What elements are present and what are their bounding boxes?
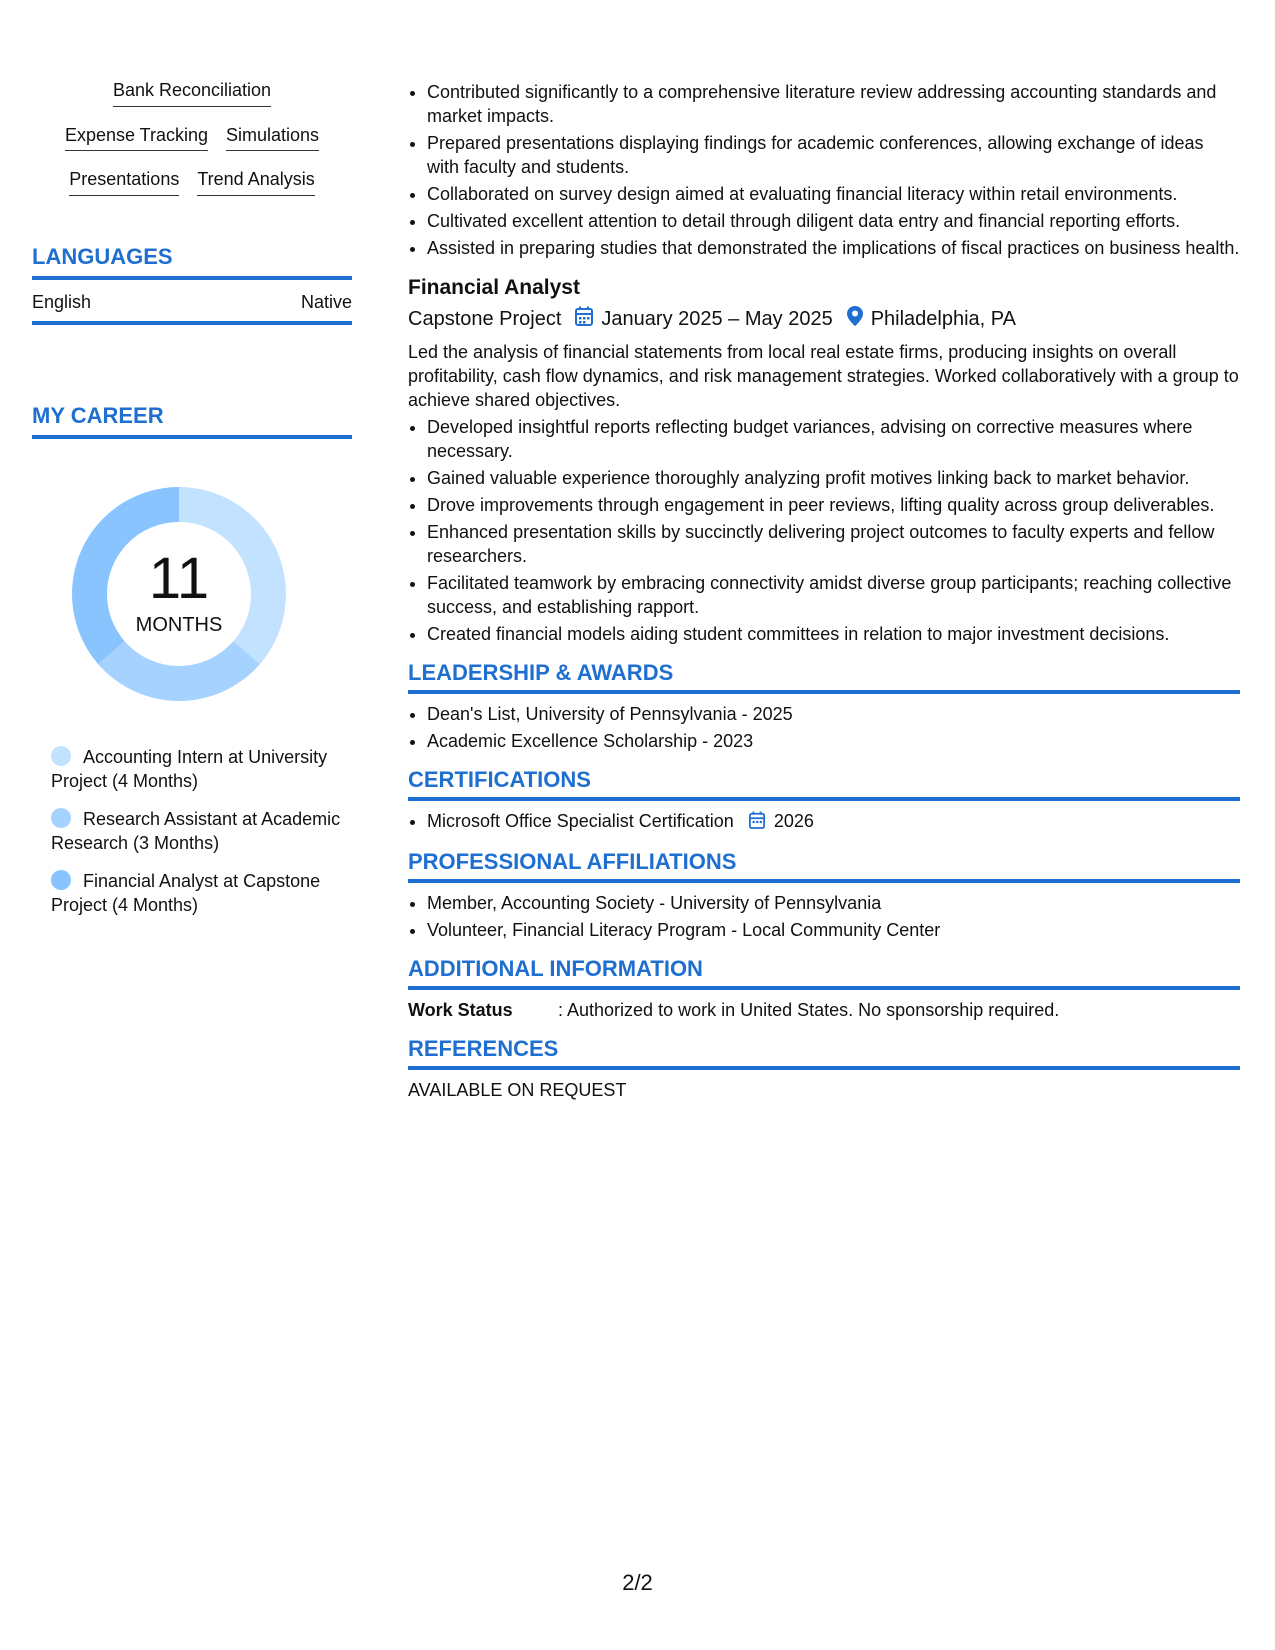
career-donut-chart xyxy=(64,479,294,709)
list-item: • Contributed significantly to a comprehensive literature review addressing accounting standards and market impacts. xyxy=(427,80,1240,128)
list-item: • Enhanced presentation skills by succinctly delivering project outcomes to faculty experts and fellow researchers. xyxy=(427,520,1240,568)
legend-dot xyxy=(51,746,71,766)
prev-job-bullets xyxy=(408,80,1240,260)
list-item: • Academic Excellence Scholarship - 2023 xyxy=(427,729,1240,753)
skill-tag: Expense Tracking xyxy=(65,125,208,152)
list-item: • Dean's List, University of Pennsylvania - 2025 xyxy=(427,702,1240,726)
job-org: Capstone Project xyxy=(408,307,562,330)
job-title: Financial Analyst xyxy=(408,276,580,299)
language-level: Native xyxy=(300,291,352,312)
skills-row xyxy=(113,80,271,107)
legend-dot xyxy=(51,808,71,828)
languages-heading: LANGUAGES xyxy=(32,244,352,280)
legend-dot xyxy=(51,870,71,890)
references-heading: REFERENCES xyxy=(408,1036,1240,1070)
skill-tag: Presentations xyxy=(69,169,179,196)
work-status-value: : Authorized to work in United States. No sponsorship required. xyxy=(558,1000,1060,1020)
legend-item xyxy=(51,745,352,793)
list-item: • Developed insightful reports reflecting budget variances, advising on corrective measures where necessary. xyxy=(427,415,1240,463)
legend-item xyxy=(51,807,352,855)
left-column xyxy=(32,80,352,931)
certification-year: 2026 xyxy=(773,811,814,831)
skill-tag: Trend Analysis xyxy=(197,169,314,196)
legend-label: Accounting Intern at University Project (4 Months) xyxy=(51,746,328,791)
skill-tag: Bank Reconciliation xyxy=(113,80,271,107)
languages-section xyxy=(32,244,352,325)
list-item: • Member, Accounting Society - University of Pennsylvania xyxy=(427,891,1240,915)
work-status-label: Work Status xyxy=(408,1000,513,1020)
additional-heading: ADDITIONAL INFORMATION xyxy=(408,956,1240,990)
skill-tag: Simulations xyxy=(226,125,319,152)
skills-list xyxy=(32,80,352,196)
affiliations-heading: PROFESSIONAL AFFILIATIONS xyxy=(408,849,1240,883)
list-item: • Gained valuable experience thoroughly analyzing profit motives linking back to market behavior. xyxy=(427,466,1240,490)
calendar-icon xyxy=(749,811,765,835)
certification-name: Microsoft Office Specialist Certification xyxy=(427,811,734,831)
list-item: • Volunteer, Financial Literacy Program - Local Community Center xyxy=(427,918,1240,942)
job-meta xyxy=(408,306,1240,332)
list-item xyxy=(427,809,1240,835)
right-column xyxy=(408,80,1240,1102)
list-item: • Cultivated excellent attention to detail through diligent data entry and financial reporting efforts. xyxy=(427,209,1240,233)
job-dates: January 2025 – May 2025 xyxy=(601,307,833,330)
skills-row xyxy=(69,169,314,196)
list-item: • Facilitated teamwork by embracing connectivity amidst diverse group participants; reaching collective success, and establishing rapport. xyxy=(427,571,1240,619)
skills-row xyxy=(65,125,319,152)
leadership-list xyxy=(408,702,1240,753)
affiliations-list xyxy=(408,891,1240,942)
career-legend xyxy=(51,745,352,917)
job-description: Led the analysis of financial statements from local real estate firms, producing insights on overall profitability, cash flow dynamics, and risk management strategies. Worked collaboratively with a group to achieve shared objectives. xyxy=(408,342,1239,410)
work-status-row xyxy=(408,998,1240,1022)
job-location: Philadelphia, PA xyxy=(870,307,1016,330)
career-heading: MY CAREER xyxy=(32,403,352,439)
legend-label: Research Assistant at Academic Research (3 Months) xyxy=(51,808,341,853)
list-item: • Created financial models aiding student committees in relation to major investment decisions. xyxy=(427,622,1240,646)
calendar-icon xyxy=(575,306,593,332)
references-text: AVAILABLE ON REQUEST xyxy=(408,1080,627,1100)
certifications-list xyxy=(408,809,1240,835)
page-number: 2/2 xyxy=(622,1570,653,1595)
job-bullets xyxy=(408,415,1240,646)
language-name: English xyxy=(32,291,92,312)
location-pin-icon xyxy=(847,306,863,332)
list-item: • Collaborated on survey design aimed at evaluating financial literacy within retail environments. xyxy=(427,182,1240,206)
list-item: • Assisted in preparing studies that demonstrated the implications of fiscal practices on business health. xyxy=(427,236,1240,260)
career-unit: MONTHS xyxy=(135,614,223,637)
donut-center xyxy=(64,479,294,709)
certifications-heading: CERTIFICATIONS xyxy=(408,767,1240,801)
list-item: • Drove improvements through engagement in peer reviews, lifting quality across group deliverables. xyxy=(427,493,1240,517)
language-row xyxy=(32,280,352,325)
list-item: • Prepared presentations displaying findings for academic conferences, allowing exchange of ideas with faculty and students. xyxy=(427,131,1240,179)
career-total: 11 xyxy=(148,546,210,612)
legend-label: Financial Analyst at Capstone Project (4 Months) xyxy=(51,870,321,915)
career-section xyxy=(32,403,352,917)
legend-item xyxy=(51,869,352,917)
leadership-heading: LEADERSHIP & AWARDS xyxy=(408,660,1240,694)
